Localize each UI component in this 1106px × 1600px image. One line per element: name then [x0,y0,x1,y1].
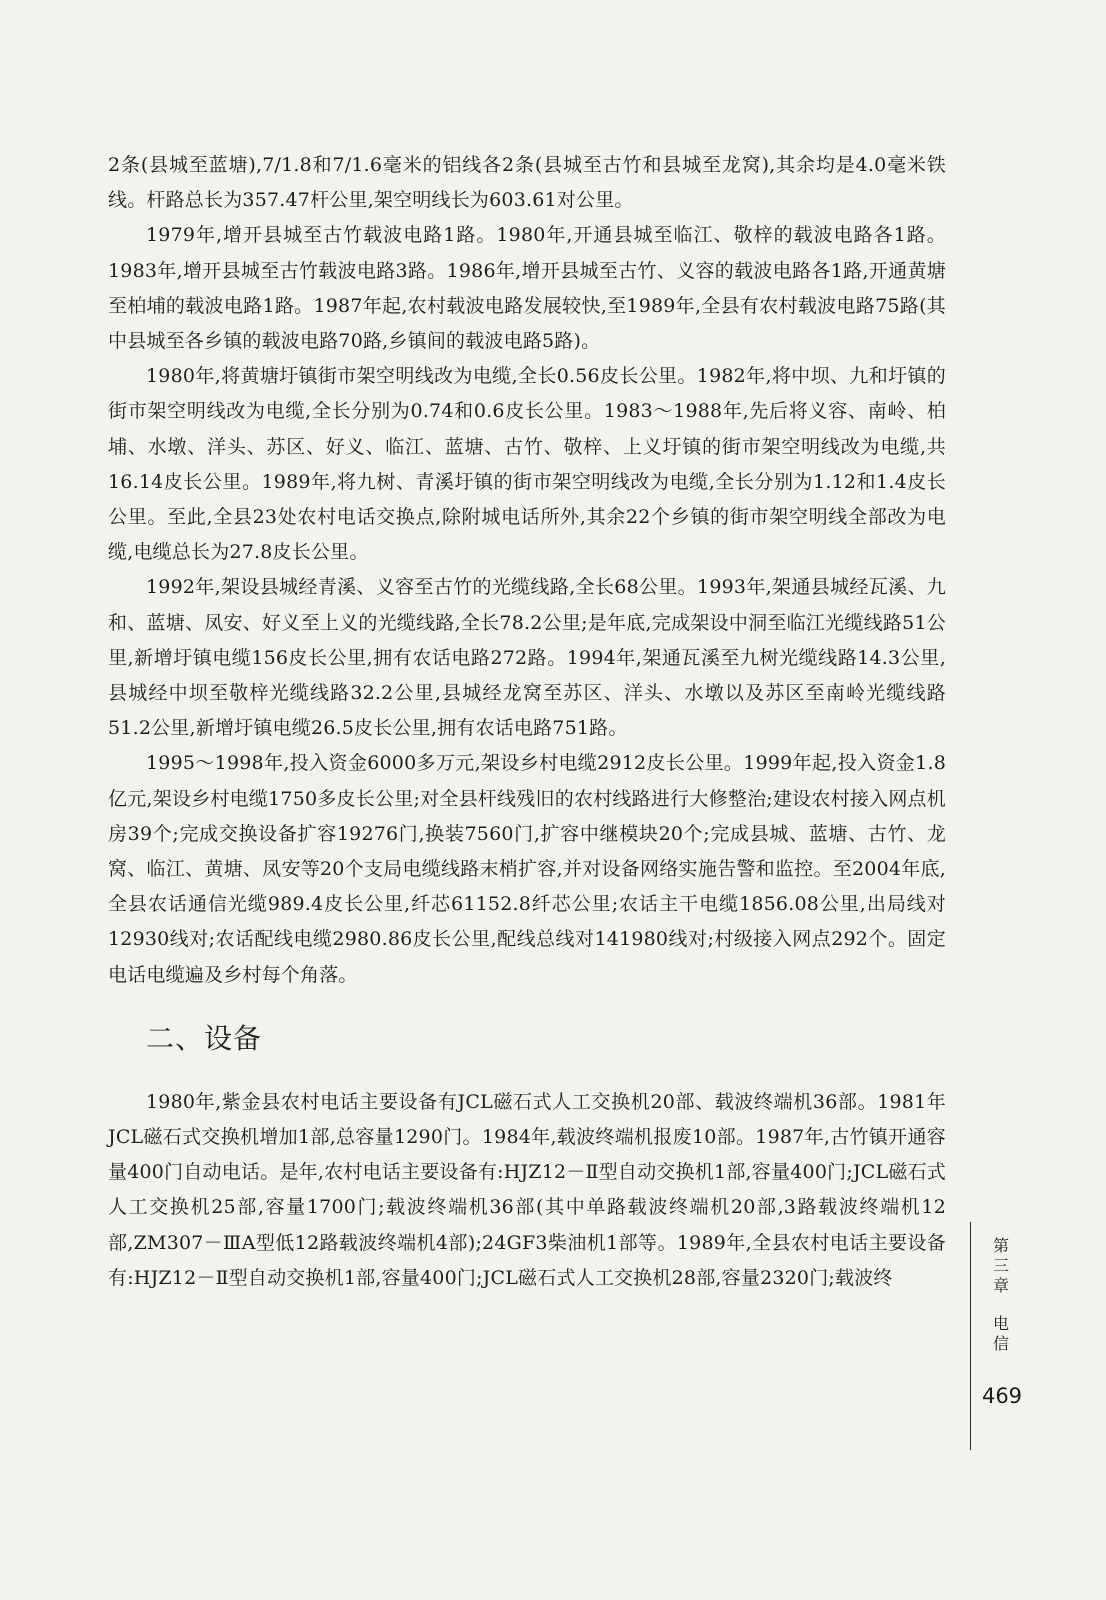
running-head-gap [984,1296,1018,1314]
running-head-title-char: 电 [992,1314,1009,1333]
margin-divider [970,1222,971,1450]
paragraph-street-cables: 1980年,将黄塘圩镇街市架空明线改为电缆,全长0.56皮长公里。1982年,将中坝、九和圩镇的街市架空明线改为电缆,全长分别为0.74和0.6皮长公里。1983～1988年,先后将义容、南岭、柏埔、水墩、洋头、苏区、好义、临江、蓝塘、古竹、敬梓、上义圩镇的街市架空明线改为电缆,共16.14皮长公里。1989年,将九树、青溪圩镇的街市架空明线改为电缆,全长分别为1.12和1.4皮长公里。至此,全县23处农村电话交换点,除附城电话所外,其余22个乡镇的街市架空明线全部改为电缆,电缆总长为27.8皮长公里。 [108,365,946,564]
body-text [108,148,946,1296]
running-head-chapter-char: 章 [992,1276,1009,1295]
paragraph-optical-cables: 1992年,架设县城经青溪、义容至古竹的光缆线路,全长68公里。1993年,架通县城经瓦溪、九和、蓝塘、凤安、好义至上义的光缆线路,全长78.2公里;是年底,完成架设中洞至临江光缆线路51公里,新增圩镇电缆156皮长公里,拥有农话电路272路。1994年,架通瓦溪至九树光缆线路14.3公里,县城经中坝至敬梓光缆线路32.2公里,县城经龙窝至苏区、洋头、水墩以及苏区至南岭光缆线路51.2公里,新增圩镇电缆26.5皮长公里,拥有农话电路751路。 [108,576,946,740]
running-head-chapter-char: 第 [992,1236,1009,1255]
paragraph-equipment: 1980年,紫金县农村电话主要设备有JCL磁石式人工交换机20部、载波终端机36部。1981年JCL磁石式交换机增加1部,总容量1290门。1984年,载波终端机报废10部。1987年,古竹镇开通容量400门自动电话。是年,农村电话主要设备有:HJZ12－Ⅱ型自动交换机1部,容量400门;JCL磁石式人工交换机25部,容量1700门;载波终端机36部(其中单路载波终端机20部,3路载波终端机12部,ZM307－ⅢA型低12路载波终端机4部);24GF3柴油机1部等。1989年,全县农村电话主要设备有:HJZ12－Ⅱ型自动交换机1部,容量400门;JCL磁石式人工交换机28部,容量2320门;载波终 [108,1090,946,1289]
running-head [984,1236,1018,1354]
running-head-title-char: 信 [992,1334,1009,1353]
paragraph-carrier-circuits: 1979年,增开县城至古竹载波电路1路。1980年,开通县城至临江、敬梓的载波电路各1路。1983年,增开县城至古竹载波电路3路。1986年,增开县城至古竹、义容的载波电路各1路,开通黄塘至柏埔的载波电路1路。1987年起,农村载波电路发展较快,至1989年,全县有农村载波电路75路(其中县城至各乡镇的载波电路70路,乡镇间的载波电路5路)。 [108,224,946,353]
section-heading-equipment: 二、设备 [146,1021,263,1055]
paragraph-continued: 2条(县城至蓝塘),7/1.8和7/1.6毫米的铝线各2条(县城至古竹和县城至龙窝),其余均是4.0毫米铁线。杆路总长为357.47杆公里,架空明线长为603.61对公里。 [108,154,946,212]
page-number: 469 [981,1384,1023,1408]
paragraph-rural-cables: 1995～1998年,投入资金6000多万元,架设乡村电缆2912皮长公里。1999年起,投入资金1.8亿元,架设乡村电缆1750多皮长公里;对全县杆线残旧的农村线路进行大修整治;建设农村接入网点机房39个;完成交换设备扩容19276门,换装7560门,扩容中继模块20个;完成县城、蓝塘、古竹、龙窝、临江、黄塘、凤安等20个支局电缆线路末梢扩容,并对设备网络实施告警和监控。至2004年底,全县农话通信光缆989.4皮长公里,纤芯61152.8纤芯公里;农话主干电缆1856.08公里,出局线对12930线对;农话配线电缆2980.86皮长公里,配线总线对141980线对;村级接入网点292个。固定电话电缆遍及乡村每个角落。 [108,752,946,986]
running-head-chapter-char: 三 [992,1256,1009,1275]
